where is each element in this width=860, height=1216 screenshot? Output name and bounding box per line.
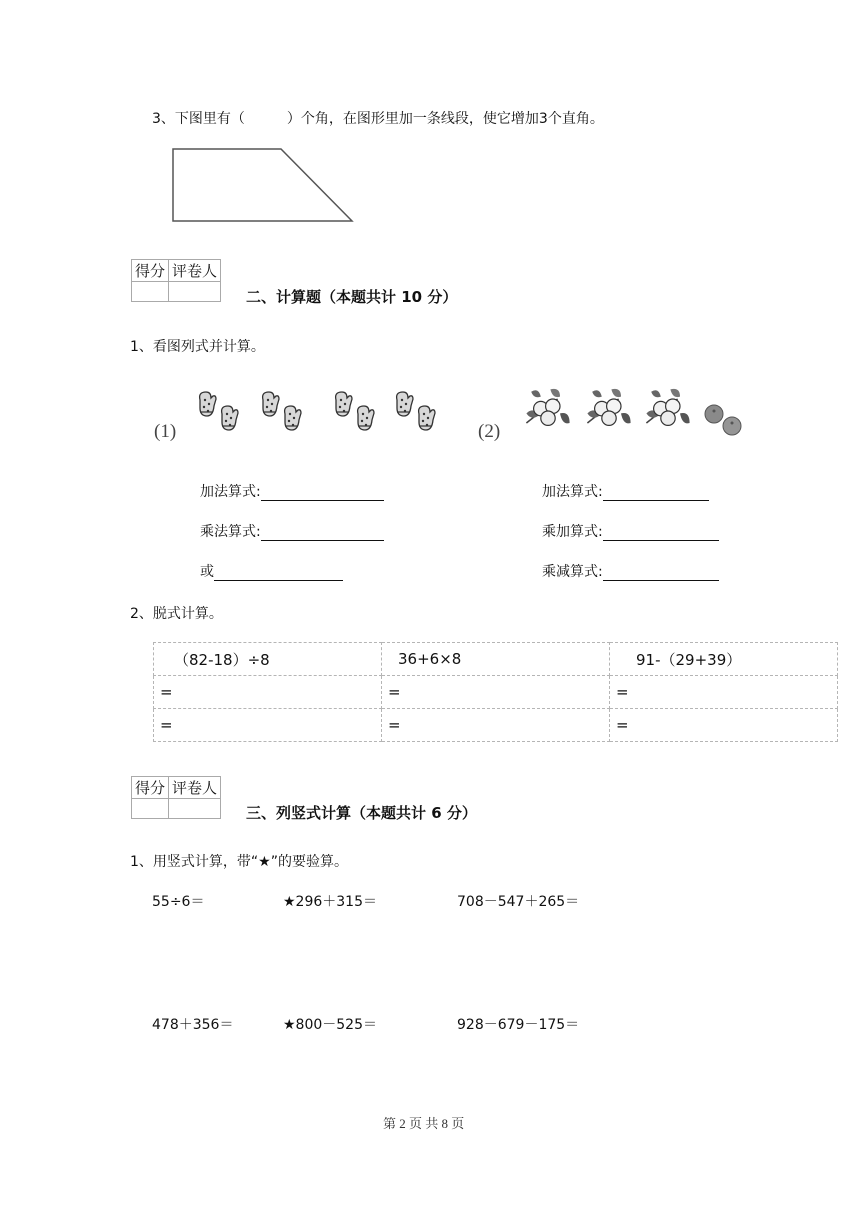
flower-apple-branch-icon (524, 385, 572, 437)
table-cell[interactable]: = (382, 709, 610, 742)
multiplication-formula-label: 乘法算式: (200, 524, 261, 540)
group-2-label: (2) (478, 421, 501, 442)
table-header-cell (154, 643, 382, 676)
table-row (154, 709, 838, 742)
multiply-add-formula-blank[interactable] (603, 526, 719, 541)
addition-formula-blank-2[interactable] (603, 486, 709, 501)
or-formula-blank[interactable] (214, 566, 343, 581)
vertical-calc-item: ★800－525＝ (283, 1017, 377, 1033)
right-line-multiply-add (542, 521, 719, 541)
multiply-subtract-formula-label: 乘减算式: (542, 564, 603, 580)
multiplication-formula-blank[interactable] (261, 526, 384, 541)
section2-q1-text: 1、看图列式并计算。 (130, 339, 265, 355)
vertical-calc-item: ★296＋315＝ (283, 894, 377, 910)
mitten-pair-icon (259, 390, 311, 440)
multiply-subtract-formula-blank[interactable] (603, 566, 719, 581)
table-cell[interactable]: = (154, 709, 382, 742)
grader-cell[interactable] (169, 799, 221, 819)
left-line-multiplication (200, 521, 384, 541)
mitten-pair-icon (332, 390, 384, 440)
section2-q2-text: 2、脱式计算。 (130, 606, 223, 622)
table-cell[interactable]: = (610, 676, 838, 709)
section-3-title: 三、列竖式计算（本题共计 6 分） (246, 804, 477, 822)
grader-label: 评卷人 (169, 260, 221, 282)
question-3-text: 3、下图里有（ ）个角，在图形里加一条线段，使它增加3个直角。 (152, 111, 604, 127)
vertical-calc-item: 928－679－175＝ (457, 1017, 580, 1033)
left-line-addition (200, 481, 384, 501)
score-box-section2 (131, 259, 221, 302)
table-cell[interactable]: = (382, 676, 610, 709)
addition-formula-blank[interactable] (261, 486, 384, 501)
grader-cell[interactable] (169, 282, 221, 302)
score-label: 得分 (132, 260, 169, 282)
table-header-cell (382, 643, 610, 676)
multiply-add-formula-label: 乘加算式: (542, 524, 603, 540)
score-box-section3 (131, 776, 221, 819)
expression-1: （82-18）÷8 (174, 650, 270, 669)
grader-label: 评卷人 (169, 777, 221, 799)
orange-fruit-icon (702, 402, 744, 438)
table-cell[interactable]: = (610, 709, 838, 742)
step-calculation-table (153, 642, 838, 742)
addition-formula-label: 加法算式: (200, 484, 261, 500)
flower-apple-branch-icon (585, 385, 633, 437)
section-2-title: 二、计算题（本题共计 10 分） (246, 288, 458, 306)
vertical-calc-item: 708－547＋265＝ (457, 894, 580, 910)
section3-q1-text: 1、用竖式计算，带“★”的要验算。 (130, 854, 348, 870)
table-row (154, 676, 838, 709)
or-label: 或 (200, 564, 214, 580)
mitten-pair-icon (196, 390, 248, 440)
flower-apple-branch-icon (644, 385, 692, 437)
table-cell[interactable]: = (154, 676, 382, 709)
table-row (154, 643, 838, 676)
group-1-label: (1) (154, 421, 177, 442)
right-line-multiply-subtract (542, 561, 719, 581)
table-header-cell (610, 643, 838, 676)
trapezoid-figure (170, 146, 360, 226)
vertical-calc-item: 55÷6＝ (152, 894, 205, 910)
left-line-or (200, 561, 343, 581)
expression-3: 91-（29+39） (636, 650, 742, 669)
vertical-calc-item: 478＋356＝ (152, 1017, 234, 1033)
addition-formula-label-2: 加法算式: (542, 484, 603, 500)
page-footer: 第 2 页 共 8 页 (383, 1116, 465, 1131)
score-cell[interactable] (132, 799, 169, 819)
right-line-addition (542, 481, 709, 501)
score-label: 得分 (132, 777, 169, 799)
score-cell[interactable] (132, 282, 169, 302)
expression-2: 36+6×8 (398, 650, 462, 668)
mitten-pair-icon (393, 390, 445, 440)
